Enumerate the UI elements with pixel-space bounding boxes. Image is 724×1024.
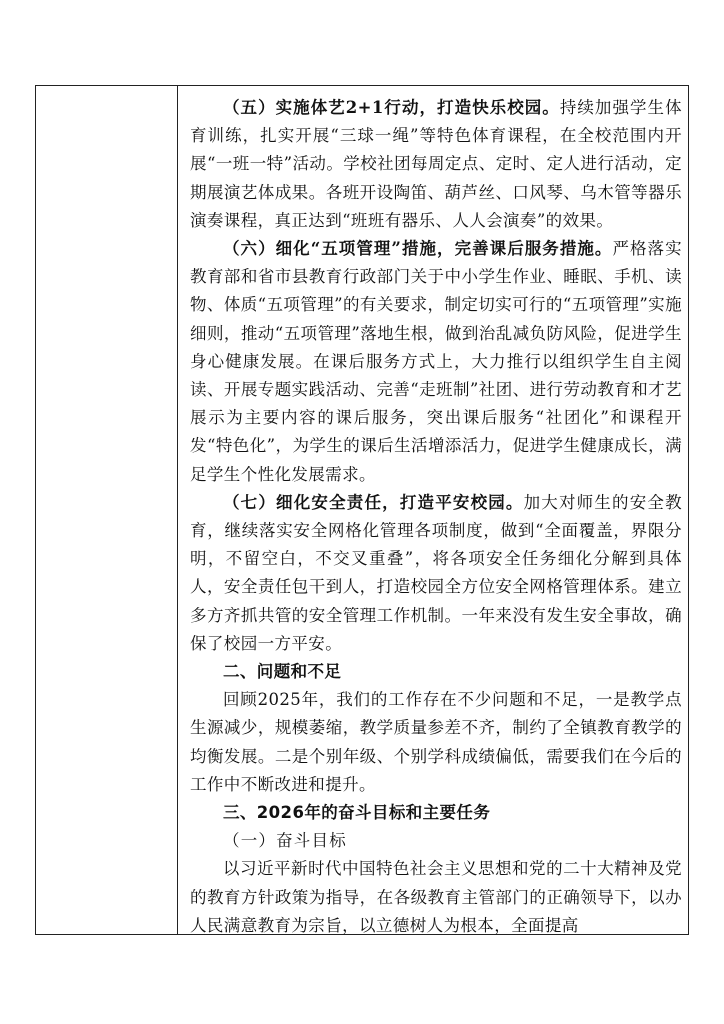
paragraph-section-6	[190, 235, 682, 489]
paragraph-goals: 以习近平新时代中国特色社会主义思想和党的二十大精神及党的教育方针政策为指导，在各级教育主管部门的正确领导下，以办人民满意教育为宗旨，以立德树人为根本，全面提高	[190, 859, 682, 935]
heading-goals-tasks: 三、2026年的奋斗目标和主要任务	[223, 803, 491, 823]
subheading-goals: （一）奋斗目标	[223, 831, 347, 851]
section-6-body: 严格落实教育部和省市县教育行政部门关于中小学生作业、睡眠、手机、读物、体质“五项管理”的有关要求，制定切实可行的“五项管理”实施细则，推动“五项管理”落地生根，做到治乱减负防风险，促进学生身心健康发展。在课后服务方式上，大力推行以组织学生自主阅读、开展专题实践活动、完善“走班制”社团、进行劳动教育和才艺展示为主要内容的课后服务，突出课后服务“社团化”和课程开发“特色化”，为学生的课后生活增添活力，促进学生健康成长，满足学生个性化发展需求。	[190, 239, 682, 484]
section-7-lead: （七）细化安全责任，打造平安校园。	[223, 492, 524, 512]
content-table	[35, 85, 689, 935]
paragraph-problems: 回顾2025年，我们的工作存在不少问题和不足，一是教学点生源减少，规模萎缩，教学质量参差不齐，制约了全镇教育教学的均衡发展。二是个别年级、个别学科成绩偏低，需要我们在今后的工作中不断改进和提升。	[190, 690, 682, 794]
section-7-body: 加大对师生的安全教育，继续落实安全网格化管理各项制度，做到“全面覆盖，界限分明，不留空白，不交叉重叠”，将各项安全任务细化分解到具体人，安全责任包干到人，打造校园全方位安全网格管理体系。建立多方齐抓共管的安全管理工作机制。一年来没有发生安全事故，确保了校园一方平安。	[190, 492, 682, 653]
section-5-body: 持续加强学生体育训练，扎实开展“三球一绳”等特色体育课程，在全校范围内开展“一班一特”活动。学校社团每周定点、定时、定人进行活动，定期展演艺体成果。各班开设陶笛、葫芦丝、口风琴、乌木管等器乐演奏课程，真正达到“班班有器乐、人人会演奏”的效果。	[190, 98, 682, 230]
column-divider	[177, 86, 178, 934]
heading-problems: 二、问题和不足	[223, 662, 342, 682]
content-cell	[190, 94, 682, 940]
section-5-lead: （五）实施体艺2+1行动，打造快乐校园。	[223, 98, 560, 117]
paragraph-section-7	[190, 489, 682, 658]
paragraph-section-5	[190, 94, 682, 235]
section-6-lead: （六）细化“五项管理”措施，完善课后服务措施。	[223, 239, 613, 259]
left-label-cell	[36, 86, 177, 934]
